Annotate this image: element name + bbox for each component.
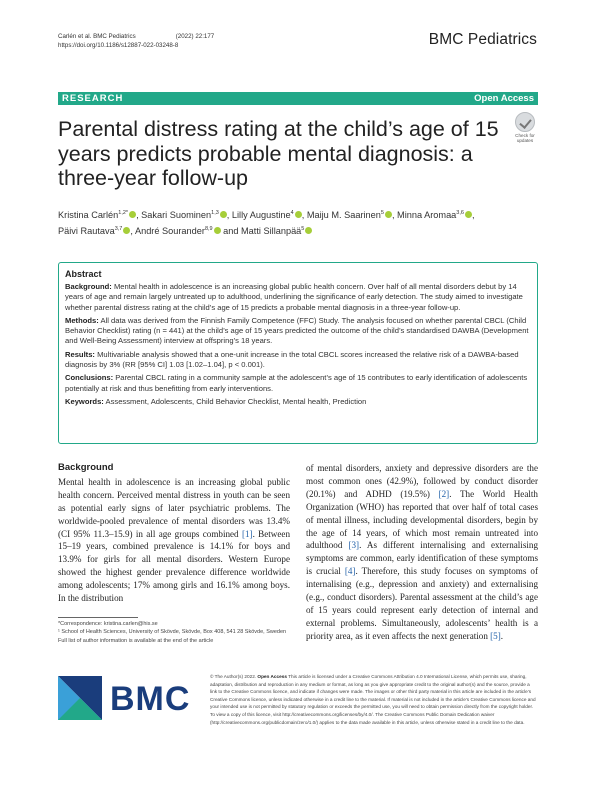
body-column-right <box>306 462 538 643</box>
author-affiliation-sup: 8,9 <box>204 225 213 232</box>
citation-link[interactable]: [5] <box>490 630 501 641</box>
author-separator: , <box>130 225 135 236</box>
check-for-updates-badge[interactable] <box>512 112 538 142</box>
author-separator: , <box>226 210 232 221</box>
journal-name: BMC Pediatrics <box>428 31 537 48</box>
author-name[interactable] <box>58 210 136 220</box>
abstract-conclusions: Conclusions: Parental CBCL rating in a community sample at the adolescent’s age of 15 contributes to early identification of adolescents potentially at risk and thus benefitting from early interventions. <box>65 373 528 393</box>
author-name[interactable] <box>58 226 130 236</box>
full-list-note: Full list of author information is available at the end of the article <box>58 637 214 644</box>
license-text: © The Author(s) 2022. Open Access This article is licensed under a Creative Commons Attribution 4.0 International License, which permits use, sharing, adaptation, distribution and reproduction in any medium or format, as long as you give appropriate credit to the original author(s) and the source, provide a link to the Creative Commons licence, and indicate if changes were made. The images or other third party material in this article are included in the article’s Creative Commons licence, unless indicated otherwise in a credit line to the material. If material is not included in the article’s Creative Commons licence and your intended use is not permitted by statutory regulation or exceeds the permitted use, you will need to obtain permission directly from the copyright holder. To view a copy of this licence, visit http://creativecommons.org/licenses/by/4.0/. The Creative Commons Public Domain Dedication waiver (http://creativecommons.org/publicdomain/zero/1.0/) applies to the data made available in this article, unless otherwise stated in a credit line to the data. <box>210 674 536 725</box>
author-affiliation-sup: 3,7 <box>114 225 123 232</box>
author-name-text: Kristina Carlén <box>58 210 119 221</box>
orcid-icon[interactable] <box>385 211 392 218</box>
bmc-logo <box>58 676 198 720</box>
author-name[interactable] <box>232 210 302 220</box>
citation-link[interactable]: [2] <box>438 488 450 499</box>
author-affiliation-sup: 4 <box>290 210 294 216</box>
author-name[interactable] <box>135 226 221 236</box>
author-affiliation-sup: 5 <box>380 210 384 216</box>
author-name-text: Päivi Rautava <box>58 225 115 236</box>
citation-link[interactable]: [4] <box>344 566 356 577</box>
author-name[interactable] <box>307 210 392 220</box>
citation-link[interactable]: [3] <box>348 540 360 551</box>
check-updates-icon <box>515 112 535 132</box>
section-heading-background: Background <box>58 462 114 473</box>
abstract-results: Results: Multivariable analysis showed that a one-unit increase in the total CBCL scores increased the relative risk of a DAWBA-based diagnosis by 3% (RR [95% CI] 1.03 [1.02–1.04], p < 0.001). <box>65 349 519 370</box>
author-separator: , <box>471 210 475 221</box>
author-name[interactable] <box>241 226 312 236</box>
author-name-text: Matti Sillanpää <box>241 225 302 236</box>
year-volume: (2022) 22:177 <box>175 33 215 40</box>
author-name-text: Lilly Augustine <box>231 210 291 221</box>
author-name-text: Sakari Suominen <box>141 210 212 221</box>
author-separator: , <box>136 210 142 221</box>
author-affiliation-sup: 5 <box>301 225 305 232</box>
abstract-background: Background: Mental health in adolescence is an increasing global public health concern. Over half of all mental disorders debut by 14 years of age and remain largely untreated up to adulthood, underlining the significance of early detection. The study aimed to investigate whether parental distress rating at the child’s age of 15 predicts a probable mental diagnosis in a three-year follow-up. <box>65 282 523 312</box>
orcid-icon[interactable] <box>305 227 312 234</box>
orcid-icon[interactable] <box>214 227 221 234</box>
author-affiliation-sup: 3,6 <box>456 210 464 216</box>
check-updates-label: Check for updates <box>515 133 535 143</box>
body-column-left <box>58 462 290 605</box>
abstract-title: Abstract <box>65 269 102 279</box>
author-name-text: André Sourander <box>134 225 205 236</box>
orcid-icon[interactable] <box>129 211 136 218</box>
citation-short: Carlén et al. BMC Pediatrics <box>58 33 136 40</box>
author-affiliation-sup: 1,3 <box>211 210 219 216</box>
affiliation-note: ¹ School of Health Sciences, University of Skövde, Skövde, Box 408, 541 28 Skövde, Sweden <box>58 629 287 636</box>
orcid-icon[interactable] <box>465 211 472 218</box>
author-separator: , <box>301 210 307 221</box>
author-name[interactable] <box>397 210 472 220</box>
author-name-text: Minna Aromaa <box>397 210 457 221</box>
author-name[interactable] <box>141 210 227 220</box>
article-type-bar <box>58 92 538 105</box>
author-affiliation-sup: 1,2* <box>118 210 129 216</box>
author-name-text: Maiju M. Saarinen <box>306 210 381 221</box>
bmc-logo-text: BMC <box>110 680 191 718</box>
orcid-icon[interactable] <box>220 211 227 218</box>
author-separator: , <box>391 210 398 221</box>
footnotes <box>58 620 290 645</box>
body-paragraph-right: of mental disorders, anxiety and depressive disorders are the most common ones (42.9%), followed by conduct disorder (20.1%) and ADHD (19.5%) [2]. The World Health Organization (WHO) has reported that over half of total cases of mental illness, including developmental disorders, begin by the age of 14 years, of which most remain untreated into adulthood [3]. As different internalising and externalising symptoms are common, early identification of these symptoms is crucial [4]. Therefore, this study focuses on symptoms of internalising (e.g., depression and anxiety) and externalising (e.g., conduct disorders). Parental assessment at the child’s age of 15 years could represent early detection of internal and external problems. Simultaneously, adolescents’ health is a priority area, as it even affects the next generation [5]. <box>306 463 538 641</box>
article-type: RESEARCH <box>62 93 124 104</box>
author-separator: and <box>220 225 242 236</box>
abstract-box <box>58 262 538 444</box>
correspondence-note: *Correspondence: kristina.carlen@his.se <box>58 621 158 627</box>
footnote-divider <box>58 617 138 618</box>
running-header <box>58 32 214 50</box>
abstract-methods: Methods: All data was derived from the Finnish Family Competence (FFC) Study. The analysis focused on whether parental CBCL (Child Behavior Checklist) rating (n = 441) at the child’s age of 15 years predicted the outcome of the child’s standardised DAWBA (Development and Well-Being Assessment) interview at offspring’s 18 years. <box>65 315 529 346</box>
open-access-label: Open Access <box>474 93 534 104</box>
body-paragraph-left: Mental health in adolescence is an increasing global public health concern. Perceived mental distress in youth can be seen as potential early signs of later psychiatric problems. The worldwide-pooled prevalence of mental disorders was 13.4% (CI 95% 11.3–15.9) in all age groups combined [1]. Between 15–19 years, combined prevalence is 14.1% for boys and 13.9% for girls for all mental disorders. Western Europe showed the highest gender prevalence difference worldwide among adolescents; 17% among girls and 16.1% among boys. In the distribution <box>58 476 290 604</box>
author-list <box>58 207 538 238</box>
orcid-icon[interactable] <box>295 211 302 218</box>
article-title: Parental distress rating at the child’s age of 15 years predicts probable mental diagnosis: a three-year follow-up <box>58 117 499 190</box>
abstract-keywords: Keywords: Assessment, Adolescents, Child Behavior Checklist, Mental health, Prediction <box>65 396 367 406</box>
doi-link[interactable]: https://doi.org/10.1186/s12887-022-03248-8 <box>58 42 179 49</box>
bmc-logo-icon <box>58 676 102 720</box>
citation-link[interactable]: [1] <box>241 528 253 539</box>
